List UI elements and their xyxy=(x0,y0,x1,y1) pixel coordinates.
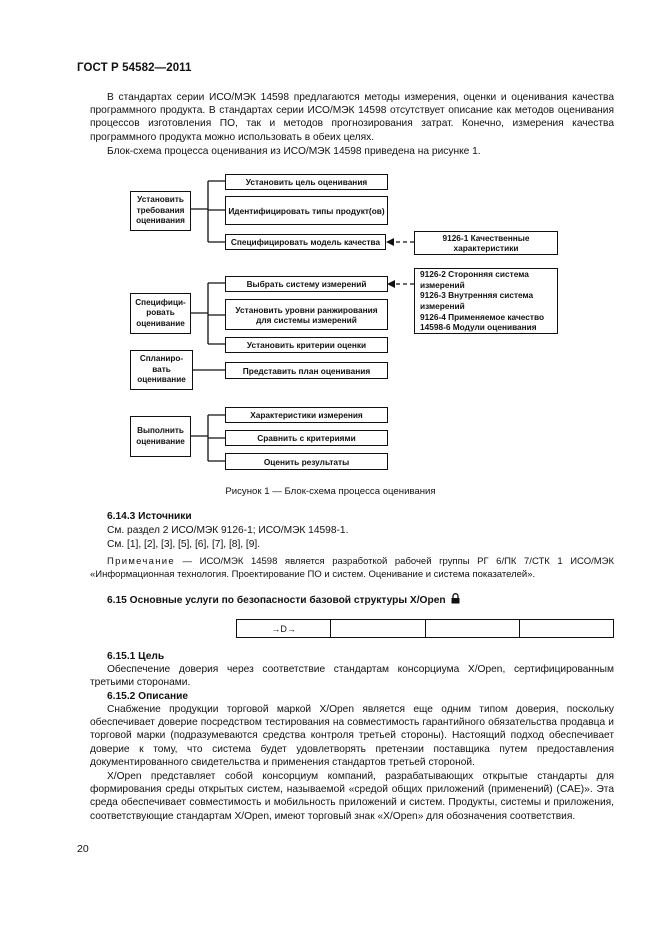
document-header: ГОСТ Р 54582—2011 xyxy=(77,62,192,74)
section-6-15-1-heading: 6.15.1 Цель xyxy=(107,651,165,662)
step-take-measures: Характеристики измерения xyxy=(225,407,388,423)
section-6-15-heading: 6.15 Основные услуги по безопасности базовой структуры X/Open xyxy=(107,595,446,606)
table-cell xyxy=(520,620,613,637)
plan-evaluation-box: Спланиро-вать оценивание xyxy=(130,350,193,390)
figure-caption: Рисунок 1 — Блок-схема процесса оценивания xyxy=(225,486,436,497)
step-compare-criteria: Сравнить с критериями xyxy=(225,430,388,446)
section-6-14-3-heading: 6.14.3 Источники xyxy=(107,511,192,522)
sources-line-1: См. раздел 2 ИСО/МЭК 9126-1; ИСО/МЭК 14598-1. xyxy=(107,525,349,536)
description-paragraph-2: X/Open представляет собой консорциум компаний, разрабатывающих открытые стандарты для формирования среды открытых систем, называемой «средой общих приложений (применений) (CAE)». Эта среда обеспечивает совместимость и мобильность приложений и систем. Продукты, системы и приложения, соответствующие стандартам X/Open, имеют торговый знак «X/Open» для обозначения соответствия. xyxy=(90,771,614,822)
intro-paragraph-2: Блок-схема процесса оценивания из ИСО/МЭК 14598 приведена на рисунке 1. xyxy=(107,146,481,157)
note-paragraph xyxy=(90,556,614,581)
step-establish-rating-levels: Установить уровни ранжирования для системы измерений xyxy=(225,299,388,330)
section-6-15-2-heading: 6.15.2 Описание xyxy=(107,691,189,702)
step-specify-quality-model: Специфицировать модель качества xyxy=(225,234,386,250)
note-text: — ИСО/МЭК 14598 является разработкой рабочей группы РГ 6/ПК 7/СТК 1 ИСО/МЭК «Информационная технология. Проектирование ПО и систем. Оценивание и система показателей». xyxy=(90,556,614,580)
step-establish-purpose: Установить цель оценивания xyxy=(225,174,388,190)
ref-metrics-standards-box: 9126-2 Сторонняя система измерений 9126-3 Внутренняя система измерений 9126-4 Применяемое качество 14598-6 Модули оценивания xyxy=(414,268,558,334)
table-cell xyxy=(426,620,520,637)
step-select-metrics: Выбрать систему измерений xyxy=(225,276,388,292)
ref-9126-1-box: 9126-1 Качественные характеристики xyxy=(414,231,558,255)
perform-evaluation-box: Выполнить оценивание xyxy=(130,416,191,457)
section-6-15-heading-row xyxy=(107,593,457,607)
table-cell: →D→ xyxy=(237,620,331,637)
specify-evaluation-box: Специфици-ровать оценивание xyxy=(130,293,191,334)
step-establish-criteria: Установить критерии оценки xyxy=(225,337,388,353)
description-paragraph-1: Снабжение продукции торговой маркой X/Open является еще одним типом доверия, поскольку обеспечивает доверие посредством тестирования на совместимость гарантийного обязательства продавца и торговой марки (подразумеваются средства контроля третьей стороны). Настоящий подход обеспечивает доверие к тому, что система будет удовлетворять претензии поставщика путем предоставления документированного свидетельства и применения стандартов третьей стороной. xyxy=(90,704,614,768)
step-assess-results: Оценить результаты xyxy=(225,453,388,470)
table-cell xyxy=(331,620,425,637)
lock-icon xyxy=(451,593,460,604)
purpose-paragraph: Обеспечение доверия через соответствие стандартам консорциума X/Open, сертифицированным третьими сторонами. xyxy=(90,664,614,689)
assurance-table xyxy=(236,619,614,638)
page-number: 20 xyxy=(77,843,89,855)
sources-line-2: См. [1], [2], [3], [5], [6], [7], [8], [9]. xyxy=(107,539,261,550)
note-label: Примечание xyxy=(107,556,175,567)
step-identify-product-types: Идентифицировать типы продукт(ов) xyxy=(225,196,388,225)
intro-paragraph-1: В стандартах серии ИСО/МЭК 14598 предлагаются методы измерения, оценки и оценивания качества программного продукта. В стандартах серии ИСО/МЭК 14598 отсутствует описание как методов оценивания процессов изготовления ПО, так и методов прогнозирования затрат. Конечно, измерения качества программного продукта можно использовать в обеих целях. xyxy=(90,92,614,143)
establish-requirements-box: Установить требования оценивания xyxy=(130,191,191,231)
step-produce-plan: Представить план оценивания xyxy=(225,362,388,379)
